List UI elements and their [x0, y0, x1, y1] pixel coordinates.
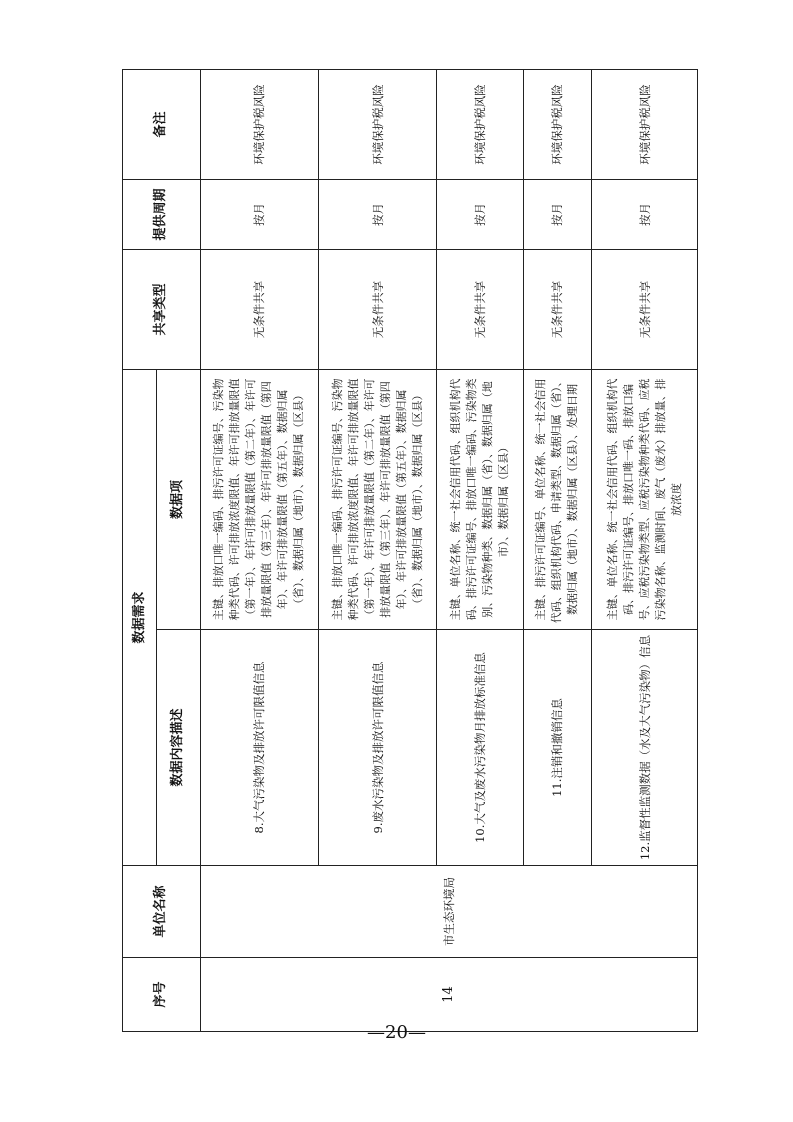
period-cell: 按月 — [523, 179, 592, 249]
content-cell: 10.大气及废水污染物月排放标准信息 — [437, 630, 523, 866]
content-cell: 9.废水污染物及排放许可限值信息 — [318, 630, 436, 866]
content-cell: 8.大气污染物及排放许可限值信息 — [200, 630, 318, 866]
items-cell: 主键、排污许可证编号、单位名称、统一社会信用代码、组织机构代码、申请类型、数据归属（省）、数据归属（地市）、数据归属（区县）、处理日期 — [523, 369, 592, 629]
page-number: —20— — [367, 1022, 426, 1043]
data-sharing-table — [122, 69, 698, 1032]
share-type-cell: 无条件共享 — [592, 249, 698, 369]
share-type-cell: 无条件共享 — [200, 249, 318, 369]
seq-cell: 14 — [200, 958, 697, 1032]
unit-cell: 市生态环境局 — [200, 866, 697, 958]
share-type-cell: 无条件共享 — [437, 249, 523, 369]
items-cell: 主键、单位名称、统一社会信用代码、组织机构代码、排污许可证编号、排放口唯一码、排放口编号、应税污染物类型、应税污染物种类代码、应税污染物名称、监测时间、废气（废水）排放量、排放浓度 — [592, 369, 698, 629]
header-content-desc: 数据内容描述 — [157, 630, 200, 866]
header-seq: 序号 — [123, 958, 201, 1032]
header-share-type: 共享类型 — [123, 249, 201, 369]
period-cell: 按月 — [592, 179, 698, 249]
header-row-1 — [123, 69, 157, 1031]
header-unit: 单位名称 — [123, 866, 201, 958]
header-data-requirement: 数据需求 — [123, 369, 157, 865]
period-cell: 按月 — [318, 179, 436, 249]
items-cell: 主键、排放口唯一编码、排污许可证编号、污染物种类代码、许可排放浓度限值、年许可排放量限值（第一年）、年许可排放量限值（第二年）、年许可排放量限值（第三年）、年许可排放量限值（第四年）、年许可排放量限值（第五年）、数据归属（省）、数据归属（地市）、数据归属（区县） — [318, 369, 436, 629]
header-data-items: 数据项 — [157, 369, 200, 629]
remark-cell: 环境保护税风险 — [437, 69, 523, 179]
header-period: 提供周期 — [123, 179, 201, 249]
remark-cell: 环境保护税风险 — [318, 69, 436, 179]
items-cell: 主键、单位名称、统一社会信用代码、组织机构代码、排污许可证编号、排放口唯一编码、污染物类别、污染物种类、数据归属（省）、数据归属（地市）、数据归属（区县） — [437, 369, 523, 629]
items-cell: 主键、排放口唯一编码、排污许可证编号、污染物种类代码、许可排放浓度限值、年许可排放量限值（第一年）、年许可排放量限值（第二年）、年许可排放量限值（第三年）、年许可排放量限值（第四年）、年许可排放量限值（第五年）、数据归属（省）、数据归属（地市）、数据归属（区县） — [200, 369, 318, 629]
period-cell: 按月 — [200, 179, 318, 249]
share-type-cell: 无条件共享 — [523, 249, 592, 369]
remark-cell: 环境保护税风险 — [523, 69, 592, 179]
content-cell: 12.监督性监测数据（水及大气污染物）信息 — [592, 630, 698, 866]
table-row — [200, 69, 318, 1031]
content-cell: 11.注销和撤销信息 — [523, 630, 592, 866]
remark-cell: 环境保护税风险 — [200, 69, 318, 179]
share-type-cell: 无条件共享 — [318, 249, 436, 369]
period-cell: 按月 — [437, 179, 523, 249]
header-remarks: 备注 — [123, 69, 201, 179]
remark-cell: 环境保护税风险 — [592, 69, 698, 179]
rotated-table-container — [122, 70, 698, 1032]
